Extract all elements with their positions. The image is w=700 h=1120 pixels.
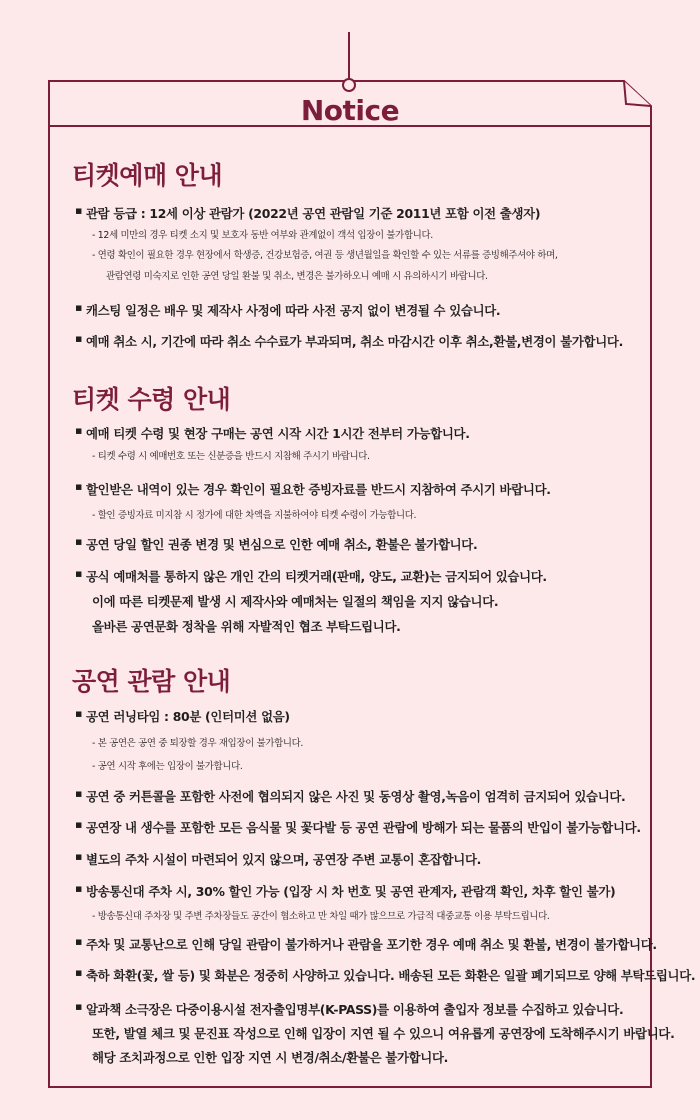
list-subitem: - 연령 확인이 필요한 경우 현장에서 학생증, 건강보험증, 여권 등 생년월일을 확인할 수 있는 서류를 증빙해주셔야 하며, <box>92 250 558 261</box>
list-item: ▪ 방송통신대 주차 시, 30% 할인 가능 (입장 시 차 번호 및 공연 관계자, 관람객 확인, 차후 할인 불가) <box>86 882 615 900</box>
section-title-ticket-booking: 티켓예매 안내 <box>72 161 223 190</box>
list-subitem: - 본 공연은 공연 중 퇴장할 경우 재입장이 불가합니다. <box>92 738 304 749</box>
list-item-continuation: 올바른 공연문화 정착을 위해 자발적인 협조 부탁드립니다. <box>92 619 401 634</box>
list-item: ▪ 공연 러닝타임 : 80분 (인터미션 없음) <box>86 707 290 725</box>
hanger-string <box>348 32 350 80</box>
list-item-continuation: 또한, 발열 체크 및 문진표 작성으로 인해 입장이 지연 될 수 있으니 여유롭게 공연장에 도착해주시기 바랍니다. <box>92 1026 675 1041</box>
list-subitem: - 12세 미만의 경우 티켓 소지 및 보호자 동반 여부와 관계없이 객석 입장이 불가합니다. <box>92 230 433 241</box>
hanger-ring <box>342 78 356 92</box>
list-item: ▪ 예매 취소 시, 기간에 따라 취소 수수료가 부과되며, 취소 마감시간 이후 취소,환불,변경이 불가합니다. <box>86 332 623 350</box>
list-subitem: - 방송통신대 주차장 및 주변 주차장들도 공간이 협소하고 만 차일 때가 많으므로 가급적 대중교통 이용 부탁드립니다. <box>92 911 550 922</box>
list-item: ▪ 주차 및 교통난으로 인해 당일 관람이 불가하거나 관람을 포기한 경우 예매 취소 및 환불, 변경이 불가합니다. <box>86 935 657 953</box>
list-item-continuation: 이에 따른 티켓문제 발생 시 제작사와 예매처는 일절의 책임을 지지 않습니다. <box>92 594 499 609</box>
list-item: ▪ 관람 등급 : 12세 이상 관람가 (2022년 공연 관람일 기준 2011년 포함 이전 출생자) <box>86 204 540 222</box>
list-item: ▪ 예매 티켓 수령 및 현장 구매는 공연 시작 시간 1시간 전부터 가능합니다. <box>86 424 470 442</box>
list-item: ▪ 캐스팅 일정은 배우 및 제작사 사정에 따라 사전 공지 없이 변경될 수 있습니다. <box>86 301 500 319</box>
section-title-performance-viewing: 공연 관람 안내 <box>72 667 231 696</box>
list-item: ▪ 별도의 주차 시설이 마련되어 있지 않으며, 공연장 주변 교통이 혼잡합니다. <box>86 850 481 868</box>
list-subitem: - 공연 시작 후에는 입장이 불가합니다. <box>92 761 243 772</box>
section-title-ticket-pickup: 티켓 수령 안내 <box>72 385 231 414</box>
list-item-continuation: 해당 조치과정으로 인한 입장 지연 시 변경/취소/환불은 불가합니다. <box>92 1050 449 1065</box>
list-subitem: 관람연령 미숙지로 인한 공연 당일 환불 및 취소, 변경은 불가하오니 예매 시 유의하시기 바랍니다. <box>106 271 488 282</box>
list-item: ▪ 할인받은 내역이 있는 경우 확인이 필요한 증빙자료를 반드시 지참하여 주시기 바랍니다. <box>86 480 551 498</box>
list-subitem: - 티켓 수령 시 예매번호 또는 신분증을 반드시 지참해 주시기 바랍니다. <box>92 451 370 462</box>
list-subitem: - 할인 증빙자료 미지참 시 정가에 대한 차액을 지불하여야 티켓 수령이 가능합니다. <box>92 510 417 521</box>
list-item: ▪ 공연 중 커튼콜을 포함한 사전에 협의되지 않은 사진 및 동영상 촬영,녹음이 엄격히 금지되어 있습니다. <box>86 787 625 805</box>
notice-card <box>48 80 696 1088</box>
page-title: Notice <box>300 94 400 127</box>
list-item: ▪ 공연 당일 할인 권종 변경 및 변심으로 인한 예매 취소, 환불은 불가합니다. <box>86 535 477 553</box>
list-item: ▪ 공식 예매처를 통하지 않은 개인 간의 티켓거래(판매, 양도, 교환)는 금지되어 있습니다. <box>86 567 547 585</box>
list-item: ▪ 공연장 내 생수를 포함한 모든 음식물 및 꽃다발 등 공연 관람에 방해가 되는 물품의 반입이 불가능합니다. <box>86 818 641 836</box>
list-item: ▪ 축하 화환(꽃, 쌀 등) 및 화분은 정중히 사양하고 있습니다. 배송된 모든 화환은 일괄 폐기되므로 양해 부탁드립니다. <box>86 966 695 984</box>
list-item: ▪ 알과책 소극장은 다중이용시설 전자출입명부(K-PASS)를 이용하여 출입자 정보를 수집하고 있습니다. <box>86 1000 623 1018</box>
